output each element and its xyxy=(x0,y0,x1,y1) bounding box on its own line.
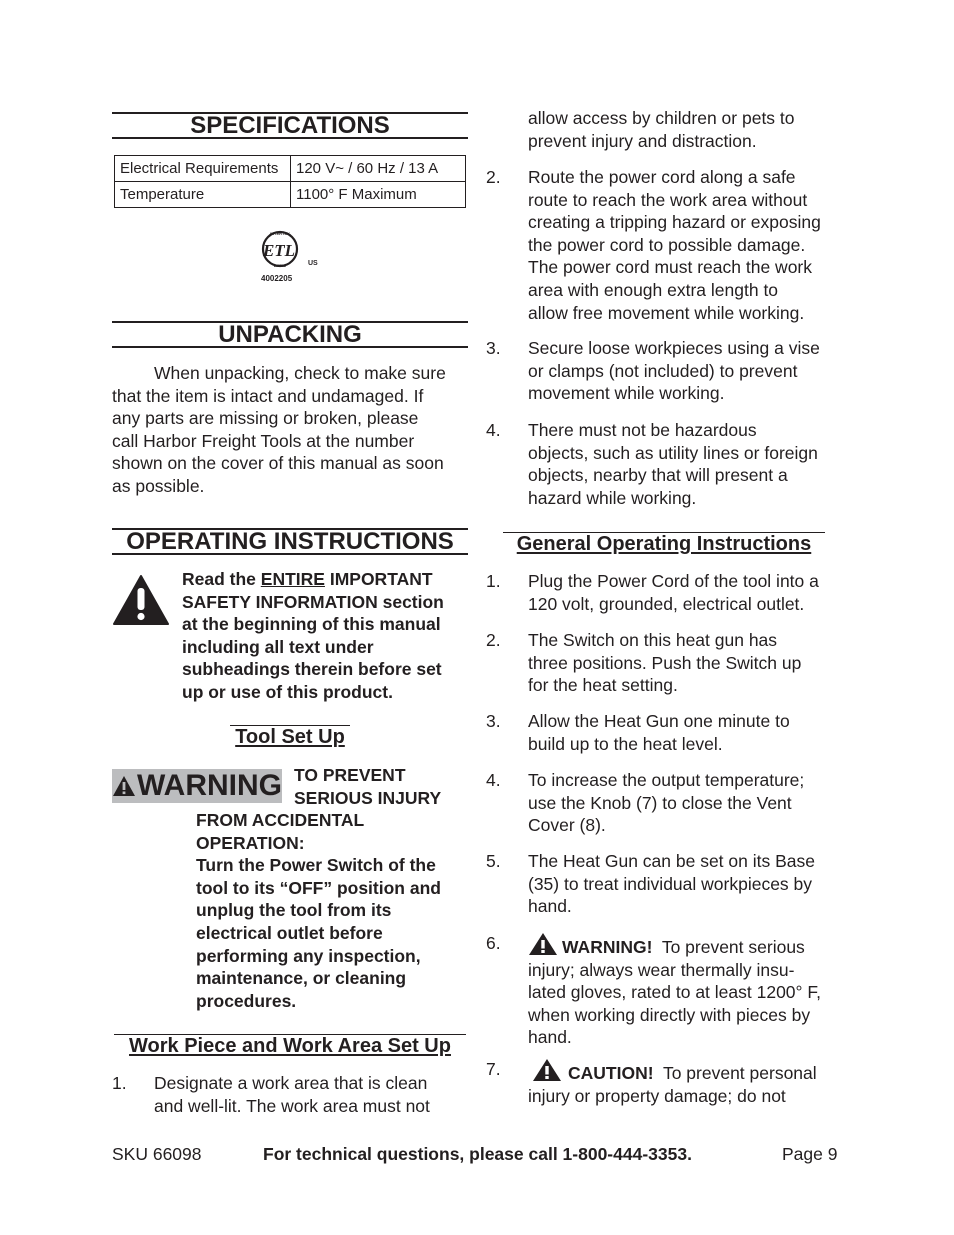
list-number: 1. xyxy=(112,1073,127,1093)
text-line: Turn the Power Switch of the xyxy=(196,855,436,876)
text-line: electrical outlet before xyxy=(196,922,383,943)
list-item xyxy=(486,710,856,756)
text-line: Route the power cord along a safe xyxy=(528,167,796,187)
svg-text:US: US xyxy=(308,260,318,267)
footer-phone: For technical questions, please call 1-800-444-3353. xyxy=(263,1144,692,1164)
list-number: 1. xyxy=(486,571,501,591)
text-line: movement while working. xyxy=(528,383,725,404)
footer-sku: SKU 66098 xyxy=(112,1144,202,1164)
svg-text:4002205: 4002205 xyxy=(261,274,293,283)
text-line: Secure loose workpieces using a vise xyxy=(528,338,820,358)
text-line: lated gloves, rated to at least 1200° F, xyxy=(528,982,822,1003)
text-line: objects, nearby that will present a xyxy=(528,465,788,486)
text-line: When unpacking, check to make sure xyxy=(154,363,446,383)
text-line: hand. xyxy=(528,1027,572,1048)
list-text xyxy=(528,570,819,615)
etl-listed-mark-icon xyxy=(258,226,322,286)
svg-text:INTERTEK: INTERTEK xyxy=(270,231,290,236)
text-line: The power cord must reach the work xyxy=(528,257,813,278)
list-item xyxy=(486,1058,856,1104)
list-number: 3. xyxy=(486,711,501,731)
specifications-table xyxy=(114,155,466,208)
text-line: SAFETY INFORMATION section xyxy=(182,591,444,612)
heading-text: Work Piece and Work Area Set Up xyxy=(129,1035,451,1057)
text-line: build up to the heat level. xyxy=(528,733,723,754)
text-line: allow free movement while working. xyxy=(528,302,805,323)
text-span: To prevent serious xyxy=(652,937,805,957)
table-row xyxy=(115,156,466,182)
work-area-heading xyxy=(114,1034,466,1057)
list-number: 6. xyxy=(486,933,501,953)
list-text xyxy=(528,419,818,509)
text-line: TO PREVENT xyxy=(294,765,406,785)
text-span: IMPORTANT xyxy=(324,569,433,589)
text-line: To increase the output temperature; xyxy=(528,770,805,790)
text-line: OPERATION: xyxy=(196,832,305,853)
unpacking-paragraph xyxy=(112,362,472,498)
text-line: injury or property damage; do not xyxy=(528,1085,786,1106)
text-span: To prevent personal xyxy=(653,1063,817,1083)
text-line: objects, such as utility lines or foreign xyxy=(528,442,818,463)
spec-value: 120 V~ / 60 Hz / 13 A xyxy=(291,156,466,182)
text-line: Allow the Heat Gun one minute to xyxy=(528,711,790,731)
list-text xyxy=(528,769,804,837)
spec-value: 1100° F Maximum xyxy=(291,182,466,208)
list-item xyxy=(486,570,856,616)
text-line: The Switch on this heat gun has xyxy=(528,630,778,650)
text-line: for the heat setting. xyxy=(528,675,678,696)
work-area-continued-text xyxy=(528,107,858,152)
text-line: allow access by children or pets to xyxy=(528,108,795,128)
list-item xyxy=(486,337,856,407)
list-number: 4. xyxy=(486,420,501,440)
text-line: tool to its “OFF” position and xyxy=(196,877,441,898)
text-line: the power cord to possible damage. xyxy=(528,234,806,255)
text-line: route to reach the work area without xyxy=(528,189,808,210)
text-line xyxy=(528,1058,858,1085)
list-item xyxy=(486,850,856,920)
heading-text: General Operating Instructions xyxy=(516,533,812,555)
footer-page-number: Page 9 xyxy=(782,1144,838,1164)
text-line: any parts are missing or broken, please xyxy=(112,408,419,429)
list-item xyxy=(486,629,856,699)
list-number: 4. xyxy=(486,770,501,790)
text-line: creating a tripping hazard or exposing xyxy=(528,212,821,233)
text-line: procedures. xyxy=(196,990,297,1011)
list-item xyxy=(486,419,856,511)
list-number: 3. xyxy=(486,338,501,358)
emphasis-text: ENTIRE xyxy=(260,569,325,589)
text-line: hand. xyxy=(528,896,572,917)
text-line: The Heat Gun can be set on its Base xyxy=(528,851,815,871)
text-line: or clamps (not included) to prevent xyxy=(528,360,798,381)
text-line: area with enough extra length to xyxy=(528,279,779,300)
warning-triangle-icon xyxy=(112,574,170,626)
list-number: 2. xyxy=(486,167,501,187)
text-line: subheadings therein before set xyxy=(182,659,442,680)
table-row xyxy=(115,182,466,208)
tool-setup-heading xyxy=(230,725,350,748)
svg-text:ETL: ETL xyxy=(262,241,296,260)
text-line: hazard while working. xyxy=(528,487,697,508)
text-line: Cover (8). xyxy=(528,815,606,836)
list-text xyxy=(528,166,821,324)
caution-text: CAUTION! xyxy=(568,1063,654,1083)
list-text xyxy=(154,1072,430,1117)
text-line: and well-lit. The work area must not xyxy=(154,1095,430,1116)
list-text xyxy=(528,337,820,405)
text-line: maintenance, or cleaning xyxy=(196,968,407,989)
list-number: 5. xyxy=(486,851,501,871)
heading-text: Tool Set Up xyxy=(235,726,345,748)
general-operating-heading xyxy=(503,532,825,555)
list-item xyxy=(486,932,856,1048)
unpacking-heading: UNPACKING xyxy=(112,321,468,348)
text-line: There must not be hazardous xyxy=(528,420,757,440)
list-item xyxy=(486,166,856,326)
specifications-heading: SPECIFICATIONS xyxy=(112,112,468,139)
list-text xyxy=(528,850,815,918)
list-text xyxy=(528,710,790,755)
warning-body-text xyxy=(196,809,476,1012)
text-line: 120 volt, grounded, electrical outlet. xyxy=(528,593,805,614)
text-line: unplug the tool from its xyxy=(196,900,392,921)
text-line: including all text under xyxy=(182,636,374,657)
text-line: use the Knob (7) to close the Vent xyxy=(528,792,792,813)
svg-text:LISTED: LISTED xyxy=(273,264,287,268)
list-text xyxy=(528,932,858,1049)
text-line: when working directly with pieces by xyxy=(528,1004,811,1025)
text-line xyxy=(528,932,858,959)
list-text xyxy=(528,1058,858,1107)
spec-label: Temperature xyxy=(115,182,291,208)
text-line: prevent injury and distraction. xyxy=(528,130,757,151)
safety-notice xyxy=(182,568,472,704)
caution-triangle-icon xyxy=(528,1058,564,1082)
text-line: FROM ACCIDENTAL xyxy=(196,810,365,830)
text-line: three positions. Push the Switch up xyxy=(528,652,802,673)
list-item xyxy=(486,769,856,839)
warning-label-text: WARNING xyxy=(137,769,282,802)
list-number: 7. xyxy=(486,1059,501,1079)
warning-side-text xyxy=(294,764,474,809)
list-item xyxy=(112,1072,472,1118)
text-line: at the beginning of this manual xyxy=(182,614,441,635)
text-line: as possible. xyxy=(112,475,205,496)
text-line: that the item is intact and undamaged. If xyxy=(112,385,424,406)
safety-notice-first-line xyxy=(182,568,472,591)
warning-triangle-icon xyxy=(528,932,558,956)
text-line: performing any inspection, xyxy=(196,945,421,966)
warning-label xyxy=(112,769,282,803)
text-line: SERIOUS INJURY xyxy=(294,787,442,808)
text-line: up or use of this product. xyxy=(182,681,393,702)
text-line: injury; always wear thermally insu- xyxy=(528,959,795,980)
warning-text: WARNING! xyxy=(562,937,653,957)
warning-triangle-icon xyxy=(112,775,136,797)
spec-label: Electrical Requirements xyxy=(115,156,291,182)
text-line: (35) to treat individual workpieces by xyxy=(528,873,813,894)
text-line: Designate a work area that is clean xyxy=(154,1073,428,1093)
text-span: Read the xyxy=(182,569,261,589)
text-line: shown on the cover of this manual as soon xyxy=(112,453,444,474)
text-line: call Harbor Freight Tools at the number xyxy=(112,430,415,451)
operating-instructions-heading: OPERATING INSTRUCTIONS xyxy=(112,528,468,555)
list-number: 2. xyxy=(486,630,501,650)
text-line: Plug the Power Cord of the tool into a xyxy=(528,571,819,591)
list-text xyxy=(528,629,801,697)
